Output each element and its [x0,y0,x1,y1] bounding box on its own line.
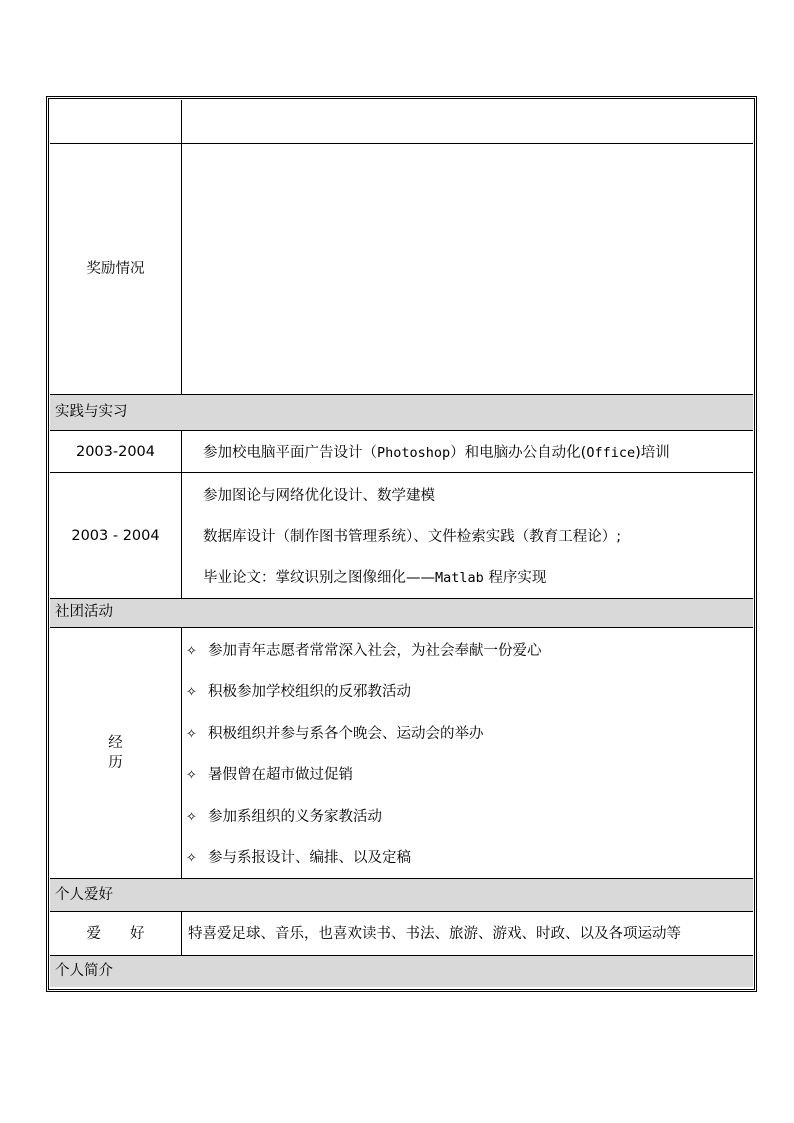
club-item [186,724,484,745]
club-item [186,807,382,828]
row-divider [50,394,753,395]
bullet-star-icon: ✧ [186,727,197,742]
column-divider [181,911,182,955]
club-item-text: 积极组织并参与系各个晚会、运动会的举办 [208,726,484,742]
hobby-text: 特喜爱足球、音乐，也喜欢读书、书法、旅游、游戏、时政、以及各项运动等 [188,926,681,942]
row-divider [50,598,753,599]
row-divider [50,627,753,628]
club-item [186,641,542,662]
row-divider [50,911,753,912]
practice-year-2: 2003 - 2004 [71,528,160,544]
club-item-text: 积极参加学校组织的反邪教活动 [208,684,411,700]
bullet-star-icon: ✧ [186,644,197,659]
practice-item-1 [203,443,670,463]
hobby-header: 个人爱好 [55,887,113,903]
bullet-star-icon: ✧ [186,768,197,783]
intro-header-band [50,955,753,987]
hobby-header-band [50,879,753,911]
matlab-text: Matlab [435,570,484,586]
intro-header: 个人简介 [55,963,113,979]
row-divider [50,472,753,473]
column-divider [181,430,182,598]
practice-item-2-line-1: 参加图论与网络优化设计、数学建模 [203,488,435,504]
thesis-text-end: 程序实现 [483,570,547,586]
bullet-star-icon: ✧ [186,851,197,866]
row-divider [50,430,753,431]
row-divider [50,955,753,956]
practice-header-band [50,395,753,430]
column-divider [181,627,182,878]
row-divider [50,143,753,144]
club-header-band [50,598,753,627]
club-item-text: 暑假曾在超市做过促销 [208,767,353,783]
photoshop-text: Photoshop [377,445,451,461]
practice-header: 实践与实习 [55,404,128,420]
practice-item-2-line-2: 数据库设计（制作图书管理系统）、文件检索实践（教育工程论）; [203,529,622,545]
awards-label: 奖励情况 [86,261,145,277]
hobby-label: 爱 好 [86,926,145,942]
thesis-text: 毕业论文：掌纹识别之图像细化—— [203,570,435,586]
club-item [186,765,353,786]
practice-item-1-text-mid: ）和电脑办公自动化( [450,445,587,461]
practice-year-1: 2003-2004 [75,444,156,460]
club-label-top: 经 [108,735,123,751]
row-divider [50,878,753,879]
club-item-text: 参加青年志愿者常常深入社会，为社会奉献一份爱心 [208,643,542,659]
bullet-star-icon: ✧ [186,810,197,825]
club-item-text: 参与系报设计、编排、以及定稿 [208,850,411,866]
practice-item-1-text-end: )培训 [635,445,670,461]
practice-item-2-line-3 [203,568,546,588]
club-item [186,682,411,703]
column-divider [181,100,182,394]
club-item [186,848,411,869]
bullet-star-icon: ✧ [186,685,197,700]
club-label-bottom: 历 [108,755,123,771]
club-item-text: 参加系组织的义务家教活动 [208,809,382,825]
club-header: 社团活动 [55,604,113,620]
practice-item-1-text: 参加校电脑平面广告设计（ [203,445,377,461]
office-text: Office [586,445,636,461]
